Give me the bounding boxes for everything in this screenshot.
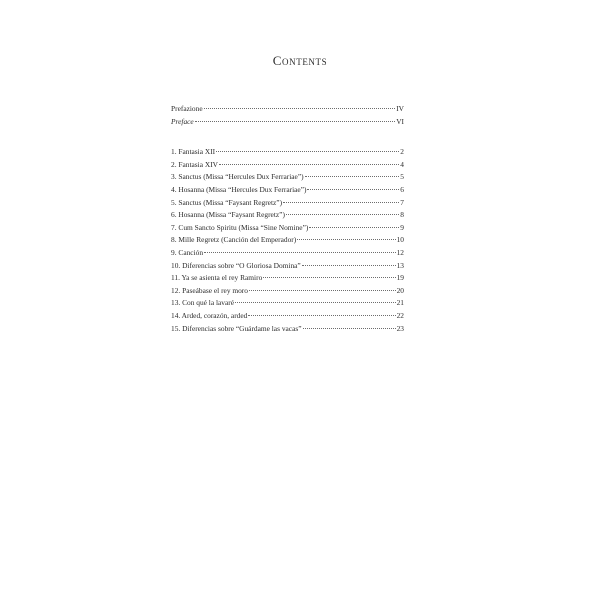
toc-entry	[171, 323, 404, 336]
toc-entry	[171, 197, 404, 210]
dot-leader	[286, 214, 399, 215]
toc-entry-page: 10	[396, 235, 404, 245]
toc-entry-page: 7	[400, 197, 404, 207]
toc-entry-title: 13. Con qué la lavaré	[171, 298, 235, 308]
toc-entry-page: 19	[396, 273, 404, 283]
toc-entry	[171, 184, 404, 197]
toc-entry-page: 9	[400, 222, 404, 232]
toc-entry-title: 7. Cum Sancto Spiritu (Missa “Sine Nomine”)	[171, 222, 309, 232]
dot-leader	[235, 302, 396, 303]
dot-leader	[263, 277, 395, 278]
toc-entry-title: 10. Diferencias sobre “O Gloriosa Domina”	[171, 260, 301, 270]
toc-entry	[171, 272, 404, 285]
dot-leader	[204, 108, 396, 109]
toc-entry-title: 6. Hosanna (Missa “Faysant Regretz”)	[171, 210, 285, 220]
toc-entry-title: 1. Fantasia XII	[171, 147, 216, 157]
toc-entry	[171, 222, 404, 235]
page-title: Contents	[272, 53, 328, 68]
toc-entry	[171, 103, 404, 116]
dot-leader	[307, 189, 399, 190]
toc-entry-page: 5	[400, 172, 404, 182]
dot-leader	[204, 252, 396, 253]
toc-entry-page: 22	[396, 310, 404, 320]
dot-leader	[297, 239, 395, 240]
table-of-contents	[171, 103, 404, 335]
front-matter-list	[171, 103, 404, 128]
toc-entry	[171, 116, 404, 129]
toc-entry	[171, 285, 404, 298]
toc-entry-title: 5. Sanctus (Missa “Faysant Regretz”)	[171, 197, 283, 207]
dot-leader	[216, 151, 399, 152]
toc-entry	[171, 297, 404, 310]
toc-entry-title: 4. Hosanna (Missa “Hercules Dux Ferrariae”)	[171, 184, 307, 194]
toc-entry-page: IV	[396, 104, 404, 113]
toc-entry-page: 6	[400, 184, 404, 194]
toc-entry-page: 20	[396, 285, 404, 295]
toc-entry	[171, 247, 404, 260]
toc-entry-title: 11. Ya se asienta el rey Ramiro	[171, 273, 263, 283]
toc-entry	[171, 310, 404, 323]
dot-leader	[302, 265, 396, 266]
toc-entry-title: 8. Mille Regretz (Canción del Emperador)	[171, 235, 297, 245]
toc-entry-page: 23	[396, 323, 404, 333]
toc-entry-title: 9. Canción	[171, 247, 204, 257]
dot-leader	[283, 202, 399, 203]
dot-leader	[303, 328, 396, 329]
toc-entry-title: 12. Paseábase el rey moro	[171, 285, 248, 295]
toc-entry-title: Preface	[171, 116, 194, 126]
toc-entry	[171, 171, 404, 184]
dot-leader	[219, 164, 399, 165]
pieces-list	[171, 146, 404, 335]
toc-entry	[171, 260, 404, 273]
toc-entry-page: 21	[396, 298, 404, 308]
toc-entry-page: 13	[396, 260, 404, 270]
dot-leader	[305, 176, 400, 177]
dot-leader	[195, 121, 395, 122]
toc-entry-title: 2. Fantasia XIV	[171, 159, 219, 169]
toc-entry-title: 14. Arded, corazón, arded	[171, 310, 248, 320]
toc-entry-page: 8	[400, 210, 404, 220]
toc-entry	[171, 234, 404, 247]
toc-entry-title: 3. Sanctus (Missa “Hercules Dux Ferrariae”)	[171, 172, 304, 182]
dot-leader	[249, 290, 396, 291]
toc-entry	[171, 209, 404, 222]
toc-entry-page: 2	[400, 147, 404, 157]
toc-entry-title: 15. Diferencias sobre “Guárdame las vacas”	[171, 323, 302, 333]
toc-entry-page: VI	[396, 116, 404, 126]
toc-entry	[171, 146, 404, 159]
toc-entry-page: 12	[396, 247, 404, 257]
toc-entry-page: 4	[400, 159, 404, 169]
toc-entry-title: Prefazione	[171, 104, 203, 113]
toc-entry	[171, 159, 404, 172]
dot-leader	[248, 315, 395, 316]
dot-leader	[309, 227, 399, 228]
